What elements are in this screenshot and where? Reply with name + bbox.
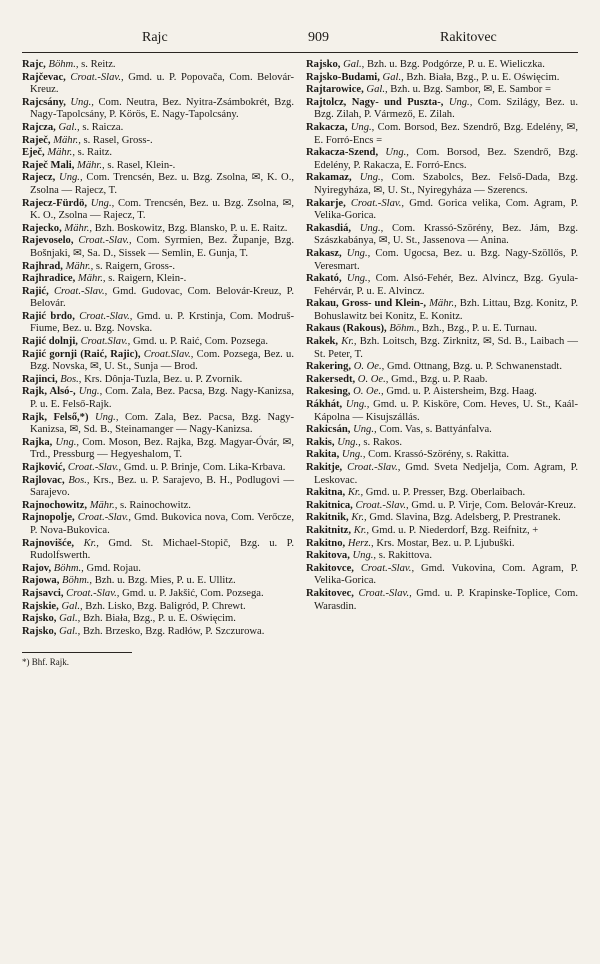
- entry-region: Ung.,: [94, 411, 119, 423]
- page-number: 909: [308, 30, 329, 45]
- entry-region: Mähr.,: [53, 134, 81, 146]
- entry-region: Mähr.,: [47, 147, 75, 159]
- entry-name: Rajskie,: [22, 600, 59, 612]
- entry-details: Gmd. u. P. Niederdorf, Bzg. Reifnitz, +: [371, 524, 539, 536]
- entry-name: Rajsko,: [22, 625, 57, 637]
- entry-name: Raječ,: [22, 134, 51, 146]
- entry-details: Gmd. u. P. Brinje, Com. Lika-Krbava.: [123, 462, 286, 473]
- entry-name: Rakitna,: [306, 487, 346, 499]
- entry-name: Rajk, Felső,*): [22, 411, 89, 423]
- entry-name: Rajnochowitz,: [22, 499, 88, 511]
- entry-details: Gmd. u. P. Popovača, Com. Belovár-Kreuz.: [30, 71, 294, 96]
- entry-region: Ung.,: [55, 436, 80, 448]
- entry-details: Gmd. St. Michael-Stopič, Bzg. u. P. Rudolfswerth.: [30, 537, 294, 562]
- entry-region: Kr.,: [353, 524, 369, 536]
- entry-details: Com. Borsod, Bez. Szendrő, Bzg. Edelény, ✉, E. Forró-Encs =: [314, 121, 578, 146]
- entry-name: Rajecz,: [22, 172, 56, 184]
- entry-region: Ung.,: [59, 172, 83, 184]
- entry-details: Gmd. Rojau.: [86, 562, 141, 574]
- entry-details: Gmd. u. P. Presser, Bzg. Oberlaibach.: [365, 487, 526, 499]
- entry-details: Gmd. u. P. Krstinja, Com. Modruš-Fiume, Bez. u. Bzg. Novska.: [30, 310, 294, 335]
- gazetteer-entry: [306, 437, 578, 450]
- entry-region: Gal.,: [343, 59, 365, 70]
- entry-name: Rajić brdo,: [22, 310, 75, 322]
- entry-name: Rajić,: [22, 285, 49, 297]
- entry-region: Kr.,: [83, 537, 99, 549]
- entry-name: Rajinci,: [22, 373, 58, 385]
- entry-region: Bos.,: [68, 474, 90, 486]
- gazetteer-entry: [22, 601, 294, 614]
- gazetteer-entry: [306, 449, 578, 462]
- entry-name: Rajov,: [22, 562, 52, 574]
- entry-details: s. Raicza.: [82, 121, 124, 133]
- entry-details: Com. Krassó-Szörény, s. Rakitta.: [368, 449, 509, 461]
- gazetteer-entry: [306, 399, 578, 424]
- entry-details: Com. Syrmien, Bez. Županje, Bzg. Bošnjaki, ✉, Sa. D., Sissek — Semlin, E. Gunja, T.: [30, 235, 294, 259]
- entry-name: Rajsko-Budami,: [306, 71, 380, 83]
- entry-region: Ung.,: [353, 424, 377, 436]
- gazetteer-entry: [306, 248, 578, 273]
- entry-details: s. Raigern, Gross-.: [95, 260, 176, 272]
- entry-details: Krs. Dônja-Tuzla, Bez. u. P. Zvornik.: [84, 373, 243, 385]
- entry-region: Croat.-Slav.,: [78, 235, 132, 247]
- entry-name: Rákhát,: [306, 399, 343, 411]
- gazetteer-entry: [306, 172, 578, 197]
- entry-details: s. Rasel, Klein-.: [107, 159, 176, 171]
- entry-details: Com. Zala, Bez. Pacsa, Bzg. Nagy-Kanizsa, ✉, Sd. B., Steinamanger — Nagy-Kanizsa.: [30, 411, 294, 436]
- entry-region: Ung.,: [385, 147, 409, 159]
- entry-region: Mähr.,: [77, 159, 105, 171]
- gazetteer-entry: [306, 361, 578, 374]
- entry-details: Com. Neutra, Bez. Nyitra-Zsámbokrét, Bzg. Nagy-Tapolcsány, P. Körös, E. Nagy-Tapolcsány.: [30, 96, 294, 121]
- entry-name: Rakitova,: [306, 550, 350, 562]
- entry-name: Rakacza,: [306, 121, 348, 133]
- entry-details: Gmd. u. P. Jakšić, Com. Pozsega.: [122, 587, 264, 599]
- gazetteer-entry: [22, 122, 294, 135]
- entry-details: Com. Vas, s. Battyánfalva.: [379, 424, 492, 436]
- entry-name: Rajka,: [22, 436, 53, 448]
- entry-details: Bzh. Loitsch, Bzg. Zirknitz, ✉, Sd. B., Laibach — St. Peter, T.: [314, 336, 578, 360]
- entry-region: Croat.-Slav.,: [79, 310, 133, 322]
- entry-region: Croat.-Slav.,: [358, 587, 412, 599]
- gazetteer-entry: [306, 374, 578, 387]
- entry-region: Croat.-Slav.,: [360, 562, 415, 574]
- gazetteer-entry: [306, 122, 578, 147]
- gazetteer-entry: [22, 273, 294, 286]
- entry-name: Rakató,: [306, 273, 342, 285]
- entry-region: Ung.,: [70, 96, 94, 108]
- gazetteer-entry: [22, 462, 294, 475]
- gazetteer-entry: [306, 323, 578, 336]
- gazetteer-entry: [306, 97, 578, 122]
- entry-name: Rakita,: [306, 449, 340, 461]
- entry-region: Ung.,: [90, 197, 115, 209]
- gazetteer-entry: [306, 487, 578, 500]
- entry-region: Ung.,: [346, 273, 371, 285]
- gazetteer-entry: [306, 424, 578, 437]
- entry-region: Croat.Slav.,: [80, 336, 131, 348]
- entry-region: Croat.-Slav.,: [77, 512, 132, 524]
- entry-name: Eječ,: [22, 147, 45, 159]
- gazetteer-entry: [306, 563, 578, 588]
- entry-name: Raječ Mali,: [22, 159, 75, 171]
- gazetteer-entry: [22, 626, 294, 639]
- gazetteer-entry: [22, 72, 294, 97]
- gazetteer-entry: [306, 462, 578, 487]
- entry-name: Rajić gornji (Raić, Rajic),: [22, 348, 141, 360]
- entry-name: Rakitovce,: [306, 562, 354, 574]
- entry-region: Ung.,: [359, 222, 384, 234]
- footnote: *) Bhf. Rajk.: [22, 652, 132, 668]
- entry-region: Gal.,: [61, 600, 83, 612]
- entry-details: Com. Borsod, Bez. Szendrő, Bzg. Edelény, P. Rakacza, E. Forró-Encs.: [314, 147, 578, 171]
- entry-details: s. Raigern, Klein-.: [108, 273, 187, 285]
- entry-details: Com. Krassó-Szörény, Bez. Jám, Bzg. Szászkabánya, ✉, U. St., Jassenova — Anina.: [314, 222, 579, 247]
- gazetteer-entry: [306, 538, 578, 551]
- entry-details: Bzh., Bzg., P. u. E. Turnau.: [421, 323, 538, 335]
- entry-name: Rajsko,: [22, 613, 57, 625]
- entry-region: Böhm.,: [53, 562, 84, 574]
- entry-region: Mähr.,: [89, 499, 118, 511]
- entry-name: Rakering,: [306, 361, 352, 373]
- entry-region: Croat.-Slav.,: [67, 462, 122, 473]
- entry-region: Croat.-Slav.,: [347, 462, 401, 473]
- entry-details: Com. Zala, Bez. Pacsa, Bzg. Nagy-Kanizsa, P. u. E. Felső-Rajk.: [30, 386, 294, 411]
- entry-name: Rajčevac,: [22, 71, 66, 83]
- gazetteer-entry: [306, 273, 578, 298]
- entry-details: Krs., Bez. u. P. Sarajevo, B. H., Podlugovi — Sarajevo.: [30, 474, 294, 499]
- entry-name: Rakau, Gross- und Klein-,: [306, 298, 427, 310]
- header-right-keyword: Rakitovec: [440, 30, 497, 45]
- entry-region: Gal.,: [382, 71, 404, 83]
- entry-region: Croat.-Slav.,: [53, 285, 108, 297]
- entry-name: Rakasdiá,: [306, 222, 352, 234]
- gazetteer-entry: [22, 198, 294, 223]
- entry-region: Kr.,: [351, 512, 367, 524]
- entry-details: Gmd. Ottnang, Bzg. u. P. Schwanenstadt.: [386, 361, 563, 373]
- entry-name: Rakacza-Szend,: [306, 147, 379, 159]
- entry-details: Bzh. Brzesko, Bzg. Radłów, P. Szczurowa.: [82, 625, 265, 637]
- entry-name: Rakis,: [306, 436, 335, 448]
- columns: [22, 59, 578, 638]
- page-header: [22, 30, 578, 53]
- entry-region: Croat.-Slav.,: [66, 587, 120, 599]
- gazetteer-entry: [22, 160, 294, 173]
- entry-details: s. Reitz.: [81, 59, 116, 70]
- left-column: [22, 59, 294, 638]
- entry-details: Bzh. u. Bzg. Sambor, ✉, E. Sambor =: [390, 84, 551, 96]
- entry-details: Bzh. Boskowitz, Bzg. Blansko, P. u. E. Raitz.: [94, 222, 288, 234]
- entry-details: Com. Szabolcs, Bez. Felső-Dada, Bzg. Nyiregyháza, ✉, U. St., Nyiregyháza — Szerencs.: [314, 172, 579, 196]
- entry-name: Rakarje,: [306, 197, 346, 209]
- gazetteer-entry: [306, 336, 578, 361]
- gazetteer-entry: [22, 261, 294, 274]
- entry-details: Com. Moson, Bez. Rajka, Bzg. Magyar-Óvár, ✉, Trd., Pressburg — Hegyeshalom, T.: [30, 436, 294, 461]
- entry-name: Rajnovišće,: [22, 537, 75, 549]
- entry-region: Ung.,: [352, 550, 377, 562]
- gazetteer-entry: [22, 235, 294, 260]
- entry-details: Krs. Mostar, Bez. u. P. Ljubuški.: [376, 537, 515, 549]
- entry-details: s. Rakos.: [363, 436, 402, 448]
- entry-region: Ung.,: [350, 121, 375, 133]
- entry-region: Croat.-Slav.,: [355, 499, 409, 511]
- entry-name: Rakesing,: [306, 386, 351, 398]
- entry-name: Rajlovac,: [22, 474, 65, 486]
- entry-details: Gmd. u. P. Krapinske-Toplice, Com. Warasdin.: [314, 587, 579, 612]
- gazetteer-entry: [22, 475, 294, 500]
- entry-name: Rajsavci,: [22, 587, 64, 599]
- entry-name: Rakicsán,: [306, 424, 351, 436]
- entry-details: Gmd. Gudovac, Com. Belovár-Kreuz, P. Belovár.: [30, 285, 294, 310]
- entry-name: Rakitnica,: [306, 499, 353, 511]
- entry-name: Rakek,: [306, 336, 339, 348]
- entry-name: Rakitje,: [306, 462, 343, 473]
- gazetteer-entry: [306, 147, 578, 172]
- entry-details: s. Rakittova.: [378, 550, 432, 562]
- entry-name: Rajić dolnji,: [22, 336, 78, 348]
- entry-name: Rakasz,: [306, 247, 342, 259]
- entry-region: O. Oe.,: [357, 373, 389, 385]
- entry-name: Rajsko,: [306, 59, 341, 70]
- gazetteer-entry: [22, 349, 294, 374]
- entry-region: Ung.,: [448, 96, 473, 108]
- entry-region: Herz.,: [347, 537, 374, 549]
- entry-region: Mähr.,: [64, 222, 93, 234]
- gazetteer-entry: [22, 374, 294, 387]
- gazetteer-entry: [22, 147, 294, 160]
- entry-name: Rajecz-Fürdö,: [22, 197, 88, 209]
- entry-name: Rajtolcz, Nagy- und Puszta-,: [306, 96, 444, 108]
- entry-details: Bzh. u. Bzg. Podgórze, P. u. E. Wieliczka.: [366, 59, 545, 70]
- entry-region: Croat.-Slav.,: [70, 71, 124, 83]
- entry-details: Com. Trencsén, Bez. u. Bzg. Zsolna, ✉, K. O., Zsolna — Rajecz, T.: [30, 197, 294, 222]
- entry-details: Gmd. Bukovica nova, Com. Verőcze, P. Nova-Bukovica.: [30, 512, 294, 536]
- entry-details: Bzh. Littau, Bzg. Konitz, P. Bohuslawitz bei Konitz, E. Konitz.: [314, 298, 579, 322]
- entry-details: s. Raitz.: [77, 147, 113, 159]
- entry-region: Kr.,: [341, 336, 357, 348]
- entry-region: Ung.,: [346, 247, 371, 259]
- entry-name: Rajnopolje,: [22, 512, 75, 524]
- entry-details: Bzh. Lisko, Bzg. Baligród, P. Chrewt.: [85, 600, 246, 612]
- gazetteer-entry: [306, 59, 578, 72]
- entry-details: Com. Alsó-Fehér, Bez. Alvincz, Bzg. Gyula-Fehérvár, P. u. E. Alvincz.: [314, 273, 578, 297]
- gazetteer-entry: [22, 172, 294, 197]
- entry-name: Rajecko,: [22, 222, 62, 234]
- entry-details: Gmd., Bzg. u. P. Raab.: [391, 373, 488, 385]
- entry-name: Rajevoselo,: [22, 235, 74, 247]
- entry-region: Gal.,: [59, 625, 81, 637]
- entry-details: Bzh. u. Bzg. Mies, P. u. E. Ullitz.: [94, 575, 236, 587]
- entry-name: Rajhrad,: [22, 260, 63, 272]
- entry-region: O. Oe.,: [353, 386, 384, 398]
- entry-name: Rakitovec,: [306, 587, 354, 599]
- entry-name: Rajc,: [22, 59, 46, 70]
- entry-name: Rakitnik,: [306, 512, 349, 524]
- entry-name: Rajković,: [22, 462, 66, 473]
- gazetteer-entry: [22, 336, 294, 349]
- gazetteer-entry: [306, 298, 578, 323]
- gazetteer-entry: [306, 198, 578, 223]
- entry-details: Com. Ugocsa, Bez. u. Bzg. Nagy-Szöllős, P. Veresmart.: [314, 247, 578, 272]
- entry-region: Gal.,: [59, 613, 81, 625]
- entry-region: Ung.,: [337, 436, 361, 448]
- entry-name: Rakitno,: [306, 537, 346, 549]
- gazetteer-entry: [22, 286, 294, 311]
- entry-name: Rakaus (Rakous),: [306, 323, 387, 335]
- entry-region: Böhm.,: [389, 323, 420, 335]
- entry-details: Bzh. Biała, Bzg., P. u. E. Oświęcim.: [406, 71, 560, 83]
- entry-details: Com. Trencsén, Bez. u. Bzg. Zsolna, ✉, K. O., Zsolna — Rajecz, T.: [30, 172, 295, 196]
- entry-details: Gmd. Sveta Nedjelja, Com. Agram, P. Leskovac.: [314, 462, 578, 486]
- gazetteer-entry: [22, 311, 294, 336]
- entry-name: Rakamaz,: [306, 172, 352, 184]
- entry-region: Gal.,: [58, 121, 80, 133]
- entry-details: s. Rainochowitz.: [120, 499, 191, 511]
- entry-details: Gmd. u. P. Virje, Com. Belovár-Kreuz.: [411, 499, 576, 511]
- gazetteer-entry: [22, 538, 294, 563]
- entry-details: Gmd. Gorica velika, Com. Agram, P. Velika-Gorica.: [314, 197, 578, 222]
- entry-name: Rajk, Alsó-,: [22, 386, 76, 398]
- gazetteer-entry: [22, 223, 294, 236]
- entry-region: Mähr.,: [77, 273, 106, 285]
- gazetteer-entry: [22, 386, 294, 411]
- gazetteer-entry: [22, 97, 294, 122]
- gazetteer-entry: [22, 575, 294, 588]
- entry-region: Böhm.,: [62, 575, 93, 587]
- gazetteer-entry: [22, 412, 294, 437]
- gazetteer-entry: [306, 72, 578, 85]
- entry-details: s. Rasel, Gross-.: [83, 134, 153, 146]
- entry-region: Böhm.,: [48, 59, 79, 70]
- entry-region: O. Oe.,: [353, 361, 385, 373]
- gazetteer-entry: [306, 84, 578, 97]
- entry-details: Com. Pozsega, Bez. u. Bzg. Novska, ✉, U. St., Sunja — Brod.: [30, 348, 294, 373]
- gazetteer-entry: [306, 500, 578, 513]
- gazetteer-entry: [22, 437, 294, 462]
- entry-details: Gmd. u. P. Aistersheim, Bzg. Haag.: [386, 386, 537, 398]
- entry-details: Gmd. u. P. Kisköre, Com. Heves, U. St., Kaál-Kápolna — Kisujszállás.: [314, 399, 578, 423]
- entry-name: Rajowa,: [22, 575, 60, 587]
- entry-details: Gmd. Slavina, Bzg. Adelsberg, P. Prestranek.: [369, 512, 561, 524]
- gazetteer-entry: [22, 563, 294, 576]
- gazetteer-entry: [22, 135, 294, 148]
- gazetteer-entry: [306, 588, 578, 613]
- entry-region: Gal.,: [366, 84, 388, 96]
- entry-region: Croat.-Slav.,: [350, 197, 405, 209]
- entry-details: Bzh. Biała, Bzg., P. u. E. Oświęcim.: [82, 613, 236, 625]
- gazetteer-entry: [22, 613, 294, 626]
- entry-name: Rakersedt,: [306, 373, 356, 385]
- gazetteer-entry: [306, 223, 578, 248]
- gazetteer-entry: [306, 525, 578, 538]
- entry-name: Rajcsány,: [22, 96, 66, 108]
- entry-region: Kr.,: [347, 487, 364, 499]
- entry-region: Ung.,: [78, 386, 103, 398]
- entry-region: Mähr.,: [429, 298, 457, 310]
- gazetteer-entry: [22, 59, 294, 72]
- entry-name: Rakitnitz,: [306, 524, 352, 536]
- entry-region: Croat.Slav.,: [143, 348, 194, 360]
- gazetteer-entry: [306, 512, 578, 525]
- entry-region: Ung.,: [341, 449, 366, 461]
- entry-details: Com. Szilágy, Bez. u. Bzg. Zilah, P. Vármező, E. Zilah.: [314, 96, 578, 121]
- entry-name: Rajhradice,: [22, 273, 76, 285]
- entry-region: Bos.,: [60, 373, 82, 385]
- gazetteer-entry: [306, 550, 578, 563]
- entry-region: Ung.,: [359, 172, 384, 184]
- gazetteer-entry: [22, 588, 294, 601]
- header-left-keyword: Rajc: [142, 30, 168, 45]
- entry-region: Mähr.,: [65, 260, 94, 272]
- entry-details: Gmd. Vukovina, Com. Agram, P. Velika-Gorica.: [314, 562, 578, 587]
- right-column: [306, 59, 578, 638]
- entry-name: Rajtarowice,: [306, 84, 364, 96]
- entry-name: Rajcza,: [22, 121, 56, 133]
- gazetteer-entry: [306, 386, 578, 399]
- gazetteer-entry: [22, 512, 294, 537]
- entry-details: Gmd. u. P. Raić, Com. Pozsega.: [132, 336, 269, 348]
- gazetteer-entry: [22, 500, 294, 513]
- entry-region: Ung.,: [345, 399, 370, 411]
